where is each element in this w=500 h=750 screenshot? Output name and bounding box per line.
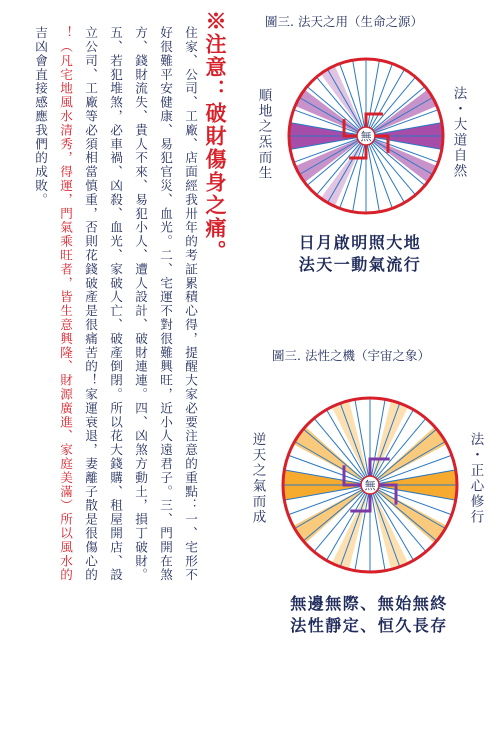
diagram1-caption-line2: 法天一動氣流行 [298, 255, 422, 274]
diagram2-caption-line2: 法性靜定、恒久長存 [290, 616, 448, 635]
diagram1-caption-line1: 日月啟明照大地 [298, 233, 422, 252]
diagram2-title: 圖三. 法性之機（宇宙之象） [272, 348, 430, 363]
notice-column-6: ！（凡宅地風水清秀，得運，門氣乘旺者，皆生意興隆、財源廣進、家庭美滿）所以風水的 [58, 26, 73, 582]
notice-heading: ※注意：破財傷身之痛。 [203, 10, 228, 263]
diagram1-title: 圖三. 法天之用（生命之源） [265, 14, 423, 29]
notice-column-7: 吉凶會直接感應我們的成敗。 [33, 26, 48, 207]
diagram1-wheel [286, 56, 446, 216]
diagram2-caption [274, 593, 464, 637]
diagram2-left-label: 逆天之氣而成 [249, 432, 266, 525]
notice-column-2: 好很難平安健康、易犯官災、血光。二、宅運不對很難興旺，近小人遠君子。三、門開在煞 [158, 26, 173, 582]
diagram2-right-label: 法・正心修行 [467, 432, 484, 525]
center-char: 無 [360, 130, 372, 143]
diagram2-wheel [280, 395, 460, 575]
notice-column-4: 五、若犯堆煞，必車禍、凶殺、血光、家破人亡、破產倒閉。所以花大錢購、租屋開店、設 [108, 26, 123, 582]
diagram1-left-label: 順地之炁而生 [255, 88, 272, 181]
diagram1-right-label: 法・大道自然 [450, 86, 467, 179]
notice-column-5: 立公司、工廠等必須相當慎重，否則花錢破產是很痛苦的！家運衰退，妻離子散是很傷心的 [83, 26, 98, 582]
notice-column-1: 住家、公司、工廠、店面經我卅年的考証累積心得，提醒大家必要注意的重點：一、宅形不 [183, 26, 198, 582]
center-char: 無 [364, 479, 376, 492]
notice-column-3: 方、錢財流失、貴人不來、易犯小人、遭人設計、破財連連。四、凶煞方動土，損丁破財。 [133, 26, 148, 582]
diagram1-caption [280, 232, 440, 276]
diagram2-caption-line1: 無邊無際、無始無終 [290, 594, 448, 613]
